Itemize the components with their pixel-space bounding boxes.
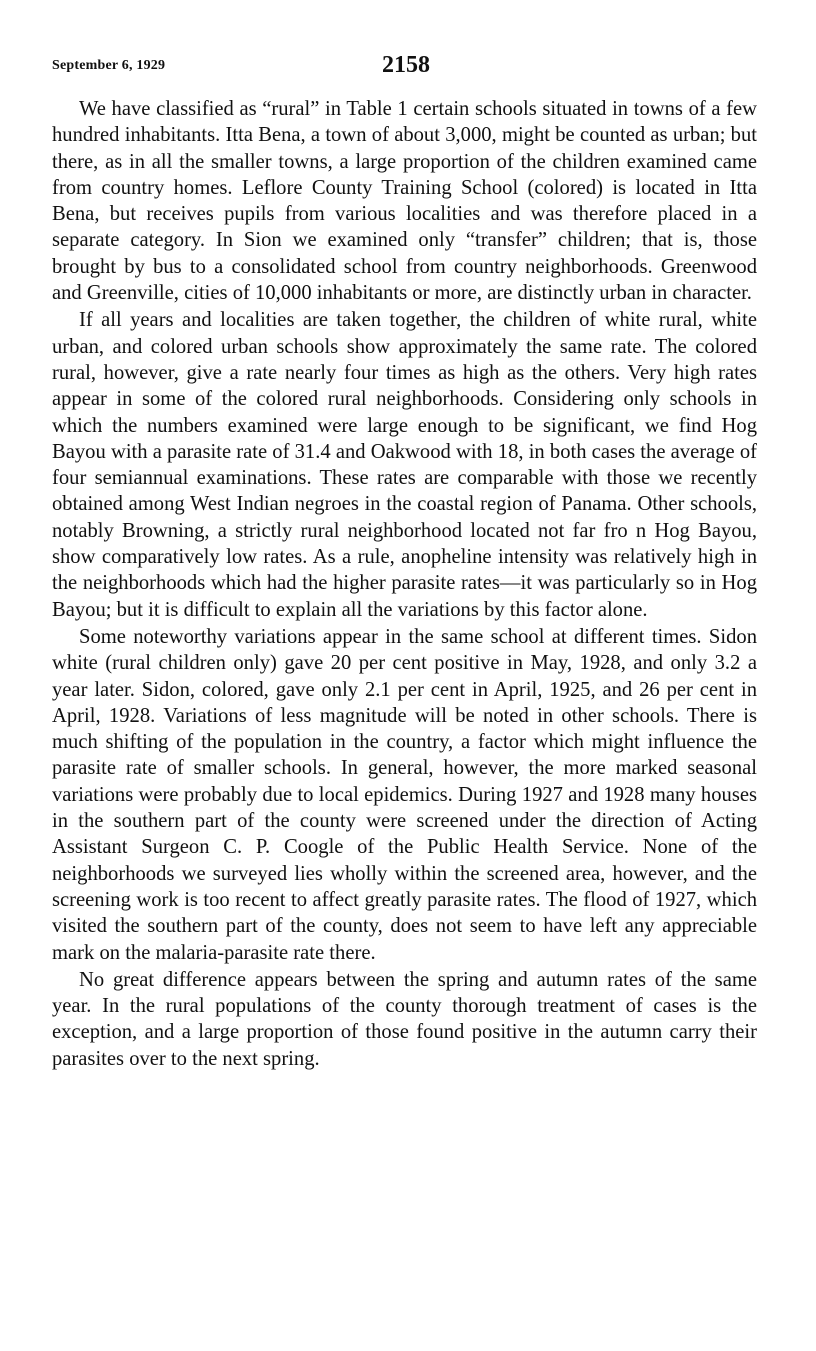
paragraph-seasonal-rates: No great difference appears between the spring and autumn rates of the same year. In the rural populations of the county thorough treatment of cases is the exception, and a large proportion of those found positive in the autumn carry their parasites over to the next spring.: [52, 968, 757, 1070]
page-header: [52, 52, 764, 82]
paragraph-rates-by-locality: If all years and localities are taken together, the children of white rural, white urban, and colored urban schools show approximately the same rate. The colored rural, however, give a rate nearly four times as high as the others. Very high rates appear in some of the colored rural neighborhoods. Considering only schools in which the numbers examined were large enough to be significant, we find Hog Bayou with a parasite rate of 31.4 and Oakwood with 18, in both cases the average of four semiannual examinations. These rates are comparable with those we recently obtained among West Indian negroes in the coastal region of Panama. Other schools, notably Browning, a strictly rural neighborhood located not far fro n Hog Bayou, show comparatively low rates. As a rule, anopheline intensity was relatively high in the neighborhoods which had the higher parasite rates—it was particularly so in Hog Bayou; but it is difficult to explain all the variations by this factor alone.: [52, 309, 757, 621]
article-body: [52, 96, 757, 1073]
publication-date: September 6, 1929: [52, 58, 166, 73]
paragraph-school-variations: Some noteworthy variations appear in the same school at different times. Sidon white (rural children only) gave 20 per cent positive in May, 1928, and only 3.2 a year later. Sidon, colored, gave only 2.1 per cent in April, 1925, and 26 per cent in April, 1928. Variations of less magnitude will be noted in other schools. There is much shifting of the population in the country, a factor which might influence the parasite rate of smaller schools. In general, however, the more marked seasonal variations were probably due to local epidemics. During 1927 and 1928 many houses in the southern part of the county were screened under the direction of Acting Assistant Surgeon C. P. Coogle of the Public Health Service. None of the neighborhoods we surveyed lies wholly within the screened area, however, and the screening work is too recent to affect greatly parasite rates. The flood of 1927, which visited the southern part of the county, does not seem to have left any appreciable mark on the malaria-parasite rate there.: [52, 625, 757, 964]
page-number: 2158: [382, 52, 430, 78]
paragraph-rural-classification: We have classified as “rural” in Table 1 certain schools situated in towns of a few hundred inhabitants. Itta Bena, a town of about 3,000, might be counted as urban; but there, as in all the smaller towns, a large proportion of the children examined came from country homes. Leflore County Training School (colored) is located in Itta Bena, but receives pupils from various localities and was therefore placed in a separate category. In Sion we examined only “transfer” children; that is, those brought by bus to a consolidated school from country neighborhoods. Greenwood and Greenville, cities of 10,000 inhabitants or more, are distinctly urban in character.: [52, 98, 757, 305]
